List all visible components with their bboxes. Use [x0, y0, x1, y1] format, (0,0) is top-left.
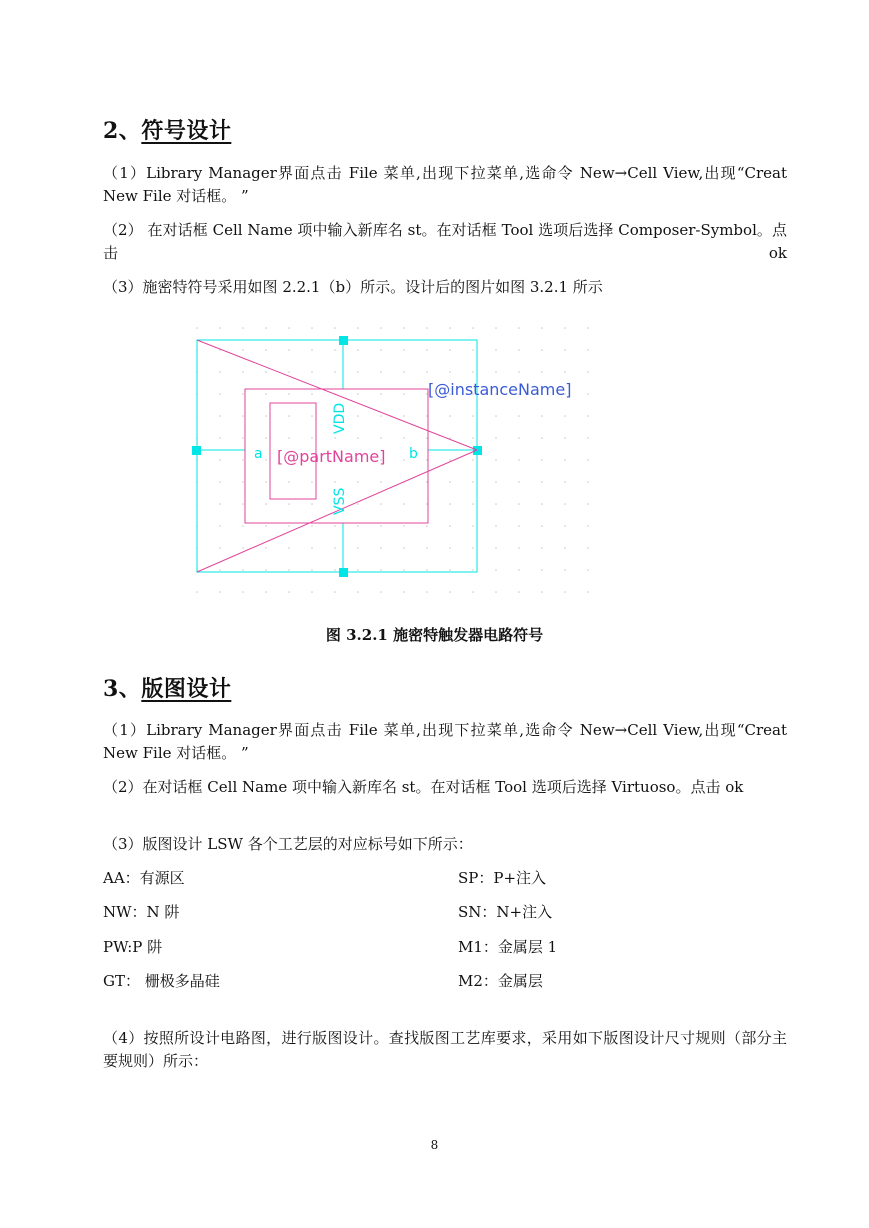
- grid-dot: [564, 327, 566, 329]
- layer-label-left: NW：N 阱: [103, 903, 180, 921]
- grid-dot: [219, 371, 221, 373]
- grid-dot: [265, 327, 267, 329]
- grid-dot: [587, 349, 589, 351]
- grid-dot: [541, 591, 543, 593]
- grid-dot: [334, 349, 336, 351]
- grid-dot: [495, 547, 497, 549]
- grid-dot: [265, 459, 267, 461]
- grid-dot: [472, 569, 474, 571]
- grid-dot: [564, 591, 566, 593]
- grid-dot: [564, 547, 566, 549]
- grid-dot: [426, 371, 428, 373]
- grid-dot: [472, 349, 474, 351]
- section-2-paragraph-2: （2） 在对话框 Cell Name 项中输入新库名 st。在对话框 Tool 选项后选择 Composer-Symbol。点击 ok: [103, 221, 787, 262]
- figure-caption: 图 3.2.1 施密特触发器电路符号: [325, 626, 544, 644]
- grid-dot: [472, 437, 474, 439]
- grid-dot: [541, 327, 543, 329]
- grid-dot: [564, 569, 566, 571]
- grid-dot: [564, 371, 566, 373]
- grid-dot: [587, 591, 589, 593]
- grid-dot: [357, 481, 359, 483]
- grid-dot: [449, 371, 451, 373]
- grid-dot: [311, 437, 313, 439]
- input-pin-square: [192, 446, 201, 455]
- grid-dot: [219, 503, 221, 505]
- part-name-label: [@partName]: [277, 447, 386, 466]
- grid-dot: [403, 393, 405, 395]
- grid-dot: [357, 437, 359, 439]
- grid-dot: [495, 569, 497, 571]
- grid-dot: [288, 415, 290, 417]
- grid-dot: [518, 437, 520, 439]
- grid-dot: [449, 569, 451, 571]
- grid-dot: [518, 547, 520, 549]
- grid-dot: [541, 415, 543, 417]
- grid-dot: [518, 415, 520, 417]
- grid-dot: [334, 525, 336, 527]
- grid-dot: [265, 481, 267, 483]
- grid-dot: [518, 459, 520, 461]
- grid-dot: [587, 547, 589, 549]
- grid-dot: [495, 459, 497, 461]
- grid-dot: [564, 459, 566, 461]
- grid-dot: [311, 393, 313, 395]
- grid-dot: [242, 349, 244, 351]
- grid-dot: [334, 371, 336, 373]
- grid-dot: [403, 525, 405, 527]
- grid-dot: [265, 547, 267, 549]
- grid-dot: [587, 525, 589, 527]
- vss-pin-square: [339, 568, 348, 577]
- grid-dot: [334, 327, 336, 329]
- grid-dot: [495, 371, 497, 373]
- grid-dot: [265, 503, 267, 505]
- section-3-title: 版图设计: [141, 676, 232, 702]
- grid-dot: [265, 349, 267, 351]
- grid-dot: [265, 591, 267, 593]
- grid-dot: [541, 503, 543, 505]
- grid-dot: [380, 371, 382, 373]
- grid-dot: [587, 327, 589, 329]
- section-2-number: 2、: [103, 118, 142, 144]
- grid-dot: [334, 437, 336, 439]
- grid-dot: [403, 349, 405, 351]
- grid-dot: [311, 327, 313, 329]
- grid-dot: [242, 459, 244, 461]
- grid-dot: [357, 327, 359, 329]
- grid-dot: [311, 503, 313, 505]
- grid-dot: [288, 547, 290, 549]
- grid-dot: [518, 503, 520, 505]
- grid-dot: [541, 481, 543, 483]
- grid-dot: [541, 547, 543, 549]
- grid-dot: [357, 393, 359, 395]
- grid-dot: [564, 481, 566, 483]
- grid-dot: [449, 591, 451, 593]
- grid-dot: [426, 525, 428, 527]
- grid-dot: [403, 503, 405, 505]
- grid-dot: [518, 591, 520, 593]
- grid-dot: [541, 459, 543, 461]
- grid-dot: [449, 437, 451, 439]
- input-pin-label: a: [254, 446, 263, 462]
- grid-dot: [472, 371, 474, 373]
- grid-dot: [564, 503, 566, 505]
- schmitt-trigger-symbol-figure: [190, 325, 600, 607]
- grid-dot: [196, 327, 198, 329]
- grid-dot: [311, 371, 313, 373]
- page-number: 8: [430, 1138, 439, 1152]
- grid-dot: [311, 415, 313, 417]
- grid-dot: [472, 503, 474, 505]
- grid-dot: [495, 525, 497, 527]
- grid-dot: [311, 547, 313, 549]
- grid-dot: [242, 525, 244, 527]
- grid-dot: [219, 393, 221, 395]
- grid-dot: [380, 437, 382, 439]
- grid-dot: [380, 591, 382, 593]
- section-3-paragraph-3: （3）版图设计 LSW 各个工艺层的对应标号如下所示：: [103, 835, 473, 853]
- grid-dot: [288, 437, 290, 439]
- grid-dot: [380, 503, 382, 505]
- layer-label-left: PW:P 阱: [103, 938, 163, 956]
- grid-dot: [288, 481, 290, 483]
- grid-dot: [219, 415, 221, 417]
- grid-dot: [472, 327, 474, 329]
- section-3-number: 3、: [103, 676, 142, 702]
- grid-dot: [219, 327, 221, 329]
- grid-dot: [541, 525, 543, 527]
- grid-dot: [288, 591, 290, 593]
- grid-dot: [311, 591, 313, 593]
- grid-dot: [518, 569, 520, 571]
- grid-dot: [495, 327, 497, 329]
- grid-dot: [380, 415, 382, 417]
- grid-dot: [242, 437, 244, 439]
- grid-dot: [380, 393, 382, 395]
- section-3-paragraph-4: （4）按照所设计电路图，进行版图设计。查找版图工艺库要求，采用如下版图设计尺寸规则（部分主要规则）所示：: [103, 1029, 787, 1070]
- grid-dot: [472, 547, 474, 549]
- grid-dot: [518, 525, 520, 527]
- grid-dot: [357, 371, 359, 373]
- grid-dot: [219, 481, 221, 483]
- section-3-paragraph-2: （2）在对话框 Cell Name 项中输入新库名 st。在对话框 Tool 选项后选择 Virtuoso。点击 ok: [103, 778, 744, 796]
- grid-dot: [403, 437, 405, 439]
- grid-dot: [587, 393, 589, 395]
- grid-dot: [242, 415, 244, 417]
- grid-dot: [449, 327, 451, 329]
- layer-label-left: AA：有源区: [103, 869, 185, 887]
- grid-dot: [288, 569, 290, 571]
- grid-dot: [518, 327, 520, 329]
- grid-dot: [541, 569, 543, 571]
- grid-dot: [242, 481, 244, 483]
- grid-dot: [380, 525, 382, 527]
- grid-dot: [449, 547, 451, 549]
- layer-label-right: M2：金属层: [458, 972, 543, 990]
- grid-dot: [449, 481, 451, 483]
- grid-dot: [265, 569, 267, 571]
- grid-dot: [334, 547, 336, 549]
- grid-dot: [380, 547, 382, 549]
- grid-dot: [219, 591, 221, 593]
- grid-dot: [288, 371, 290, 373]
- section-2-heading: [103, 114, 231, 145]
- grid-dot: [518, 349, 520, 351]
- grid-dot: [242, 591, 244, 593]
- grid-dot: [564, 415, 566, 417]
- grid-dot: [426, 349, 428, 351]
- grid-dot: [288, 503, 290, 505]
- grid-dot: [541, 371, 543, 373]
- section-3-paragraph-1: （1）Library Manager界面点击 File 菜单,出现下拉菜单,选命令 New→Cell View,出现“Creat New File 对话框。 ”: [103, 721, 787, 762]
- output-pin-label: b: [409, 446, 418, 462]
- section-2-paragraph-1: （1）Library Manager界面点击 File 菜单,出现下拉菜单,选命令 New→Cell View,出现“Creat New File 对话框。 ”: [103, 164, 787, 205]
- grid-dot: [472, 591, 474, 593]
- grid-dot: [219, 459, 221, 461]
- grid-dot: [403, 327, 405, 329]
- grid-dot: [426, 327, 428, 329]
- grid-dot: [357, 349, 359, 351]
- grid-dot: [311, 569, 313, 571]
- grid-dot: [380, 349, 382, 351]
- grid-dot: [334, 591, 336, 593]
- grid-dot: [219, 437, 221, 439]
- grid-dot: [357, 569, 359, 571]
- grid-dot: [288, 525, 290, 527]
- grid-dot: [380, 481, 382, 483]
- grid-dot: [242, 327, 244, 329]
- grid-dot: [587, 371, 589, 373]
- grid-dot: [449, 349, 451, 351]
- grid-dot: [449, 415, 451, 417]
- grid-dot: [449, 525, 451, 527]
- vss-label: VSS: [332, 487, 348, 515]
- grid-dot: [357, 503, 359, 505]
- grid-dot: [495, 503, 497, 505]
- grid-dot: [495, 591, 497, 593]
- grid-dot: [265, 393, 267, 395]
- grid-dot: [403, 591, 405, 593]
- grid-dot: [541, 349, 543, 351]
- grid-dot: [426, 591, 428, 593]
- grid-dot: [403, 569, 405, 571]
- grid-dot: [311, 349, 313, 351]
- grid-dot: [587, 503, 589, 505]
- grid-dot: [564, 349, 566, 351]
- section-3-heading: [103, 672, 231, 703]
- grid-dot: [449, 459, 451, 461]
- layer-label-right: M1：金属层 1: [458, 938, 558, 956]
- grid-dot: [334, 481, 336, 483]
- grid-dot: [242, 371, 244, 373]
- section-2-paragraph-3: （3）施密特符号采用如图 2.2.1（b）所示。设计后的图片如图 3.2.1 所示: [103, 278, 603, 296]
- grid-dot: [311, 481, 313, 483]
- grid-dot: [518, 481, 520, 483]
- grid-dot: [403, 371, 405, 373]
- grid-dot: [587, 459, 589, 461]
- grid-dot: [265, 437, 267, 439]
- grid-dot: [242, 503, 244, 505]
- section-2-title: 符号设计: [141, 118, 232, 144]
- grid-dot: [495, 481, 497, 483]
- grid-dot: [242, 569, 244, 571]
- grid-dot: [587, 437, 589, 439]
- grid-dot: [403, 415, 405, 417]
- grid-dot: [357, 415, 359, 417]
- grid-dot: [518, 371, 520, 373]
- grid-dot: [242, 547, 244, 549]
- grid-dot: [219, 525, 221, 527]
- grid-dot: [265, 525, 267, 527]
- grid-dot: [472, 459, 474, 461]
- grid-dot: [219, 547, 221, 549]
- grid-dot: [564, 437, 566, 439]
- grid-dot: [495, 415, 497, 417]
- grid-dot: [311, 525, 313, 527]
- vdd-pin-square: [339, 336, 348, 345]
- layer-label-right: SP：P+注入: [458, 869, 547, 887]
- grid-dot: [449, 503, 451, 505]
- grid-dot: [357, 591, 359, 593]
- grid-dot: [357, 525, 359, 527]
- grid-dot: [495, 349, 497, 351]
- grid-dot: [219, 569, 221, 571]
- grid-dot: [288, 327, 290, 329]
- grid-dot: [357, 547, 359, 549]
- grid-dot: [472, 481, 474, 483]
- grid-dot: [426, 569, 428, 571]
- layer-label-left: GT： 栅极多晶硅: [103, 972, 220, 990]
- output-pin-square: [473, 446, 482, 455]
- grid-dot: [288, 393, 290, 395]
- grid-dot: [265, 415, 267, 417]
- grid-dot: [242, 393, 244, 395]
- vdd-label: VDD: [332, 402, 348, 434]
- grid-dot: [403, 547, 405, 549]
- grid-dot: [403, 459, 405, 461]
- grid-dot: [587, 569, 589, 571]
- grid-dot: [472, 415, 474, 417]
- grid-dot: [196, 591, 198, 593]
- grid-dot: [587, 481, 589, 483]
- grid-dot: [564, 525, 566, 527]
- grid-dot: [380, 327, 382, 329]
- instance-name-label: [@instanceName]: [428, 380, 572, 399]
- grid-dot: [426, 547, 428, 549]
- grid-dot: [495, 437, 497, 439]
- layer-label-right: SN：N+注入: [458, 903, 553, 921]
- grid-dot: [334, 569, 336, 571]
- grid-dot: [541, 437, 543, 439]
- grid-dot: [587, 415, 589, 417]
- grid-dot: [380, 569, 382, 571]
- grid-dot: [265, 371, 267, 373]
- grid-dot: [472, 525, 474, 527]
- grid-dot: [288, 349, 290, 351]
